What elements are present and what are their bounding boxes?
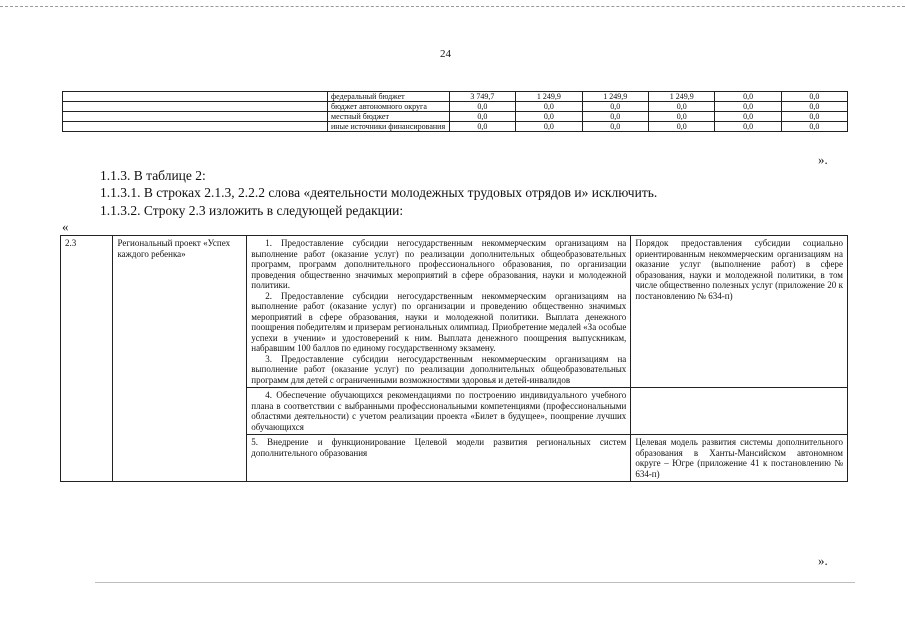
opening-quote: « <box>62 219 69 234</box>
funding-value: 1 249,9 <box>649 92 715 102</box>
funding-value: 0,0 <box>582 102 648 112</box>
table-row <box>63 122 848 132</box>
paragraph-1-1-3-2: 1.1.3.2. Строку 2.3 изложить в следующей редакции: <box>100 203 404 218</box>
funding-source: бюджет автономного округа <box>328 102 450 112</box>
document-1: Порядок предоставления субсидии социально ориентированным некоммерческим организациям на оказание услуг (выполнение работ) в сфере образования, науки и молодежной политики, в том числе общественно полезных услуг (приложение 20 к постановлению № 634-п) <box>631 236 848 388</box>
measures-cell <box>247 236 631 388</box>
closing-quote: ». <box>818 553 828 568</box>
funding-table <box>62 91 848 132</box>
empty-cell <box>63 112 328 122</box>
funding-value: 0,0 <box>449 112 515 122</box>
funding-value: 0,0 <box>649 112 715 122</box>
row-number: 2.3 <box>61 236 113 482</box>
measures-cell <box>247 435 631 482</box>
funding-value: 0,0 <box>582 122 648 132</box>
document-3: Целевая модель развития системы дополнительного образования в Ханты-Мансийском автономном округе – Югре (приложение 41 к постановлению № 634-п) <box>631 435 848 482</box>
funding-value: 0,0 <box>516 122 582 132</box>
paragraph-1-1-3: 1.1.3. В таблице 2: <box>100 168 206 183</box>
funding-value: 0,0 <box>715 92 781 102</box>
funding-value: 0,0 <box>516 102 582 112</box>
measure-2: 2. Предоставление субсидии негосударственным некоммерческим организациям на выполнение работ (оказание услуг) по организации и проведению общественно значимых мероприятий в сфере образования, науки и молодежной политики. Выплата денежного поощрения победителям и призерам региональных олимпиад. Приобретение медалей «За особые успехи в учении» и удостоверений к ним. Выплата денежного поощрения выпускникам, набравшим 100 баллов по единому государственному экзамену. <box>251 290 627 353</box>
funding-value: 0,0 <box>516 112 582 122</box>
page-number: 24 <box>440 48 451 60</box>
table-row <box>63 102 848 112</box>
project-name: Региональный проект «Успех каждого ребенка» <box>113 236 247 482</box>
table-row <box>61 236 848 388</box>
measure-5: 5. Внедрение и функционирование Целевой модели развития региональных систем дополнительного образования <box>251 437 627 458</box>
funding-source: иные источники финансирования <box>328 122 450 132</box>
funding-source: федеральный бюджет <box>328 92 450 102</box>
funding-value: 0,0 <box>582 112 648 122</box>
measure-3: 3. Предоставление субсидии негосударственным некоммерческим организациям на выполнение работ (оказание услуг) по реализации дополнительных общеобразовательных программ для детей с ограниченными возможностями здоровья и детей-инвалидов <box>251 353 627 385</box>
scan-edge-top <box>0 6 905 7</box>
funding-value: 0,0 <box>715 112 781 122</box>
funding-value: 0,0 <box>781 122 847 132</box>
table-row <box>63 92 848 102</box>
measure-4: 4. Обеспечение обучающихся рекомендациями по построению индивидуального учебного плана в соответствии с выбранными профессиональными компетенциями (профессиональными областями деятельности) с учетом реализации проекта «Билет в будущее», поощрение лучших обучающихся <box>251 390 627 432</box>
project-table <box>60 235 848 482</box>
funding-value: 0,0 <box>449 122 515 132</box>
funding-value: 0,0 <box>781 112 847 122</box>
measure-1: 1. Предоставление субсидии негосударственным некоммерческим организациям на выполнение работ (оказание услуг) по реализации дополнительных общеобразовательных программ, программ дополнительного профессионального образования, по организации проведения общественно значимых мероприятий в сфере образования, науки и молодежной политики. <box>251 238 627 290</box>
document-2 <box>631 388 848 435</box>
funding-value: 0,0 <box>715 102 781 112</box>
empty-cell <box>63 122 328 132</box>
funding-value: 0,0 <box>449 102 515 112</box>
measures-cell <box>247 388 631 435</box>
closing-quote: ». <box>818 152 828 167</box>
funding-value: 0,0 <box>649 102 715 112</box>
funding-value: 1 249,9 <box>516 92 582 102</box>
funding-value: 0,0 <box>649 122 715 132</box>
table-row <box>63 112 848 122</box>
funding-source: местный бюджет <box>328 112 450 122</box>
paragraph-1-1-3-1: 1.1.3.1. В строках 2.1.3, 2.2.2 слова «деятельности молодежных трудовых отрядов и» исключить. <box>100 185 658 200</box>
empty-cell <box>63 102 328 112</box>
scan-edge-bottom <box>95 582 855 583</box>
funding-value: 1 249,9 <box>582 92 648 102</box>
funding-value: 3 749,7 <box>449 92 515 102</box>
funding-value: 0,0 <box>781 92 847 102</box>
funding-value: 0,0 <box>715 122 781 132</box>
funding-value: 0,0 <box>781 102 847 112</box>
empty-cell <box>63 92 328 102</box>
